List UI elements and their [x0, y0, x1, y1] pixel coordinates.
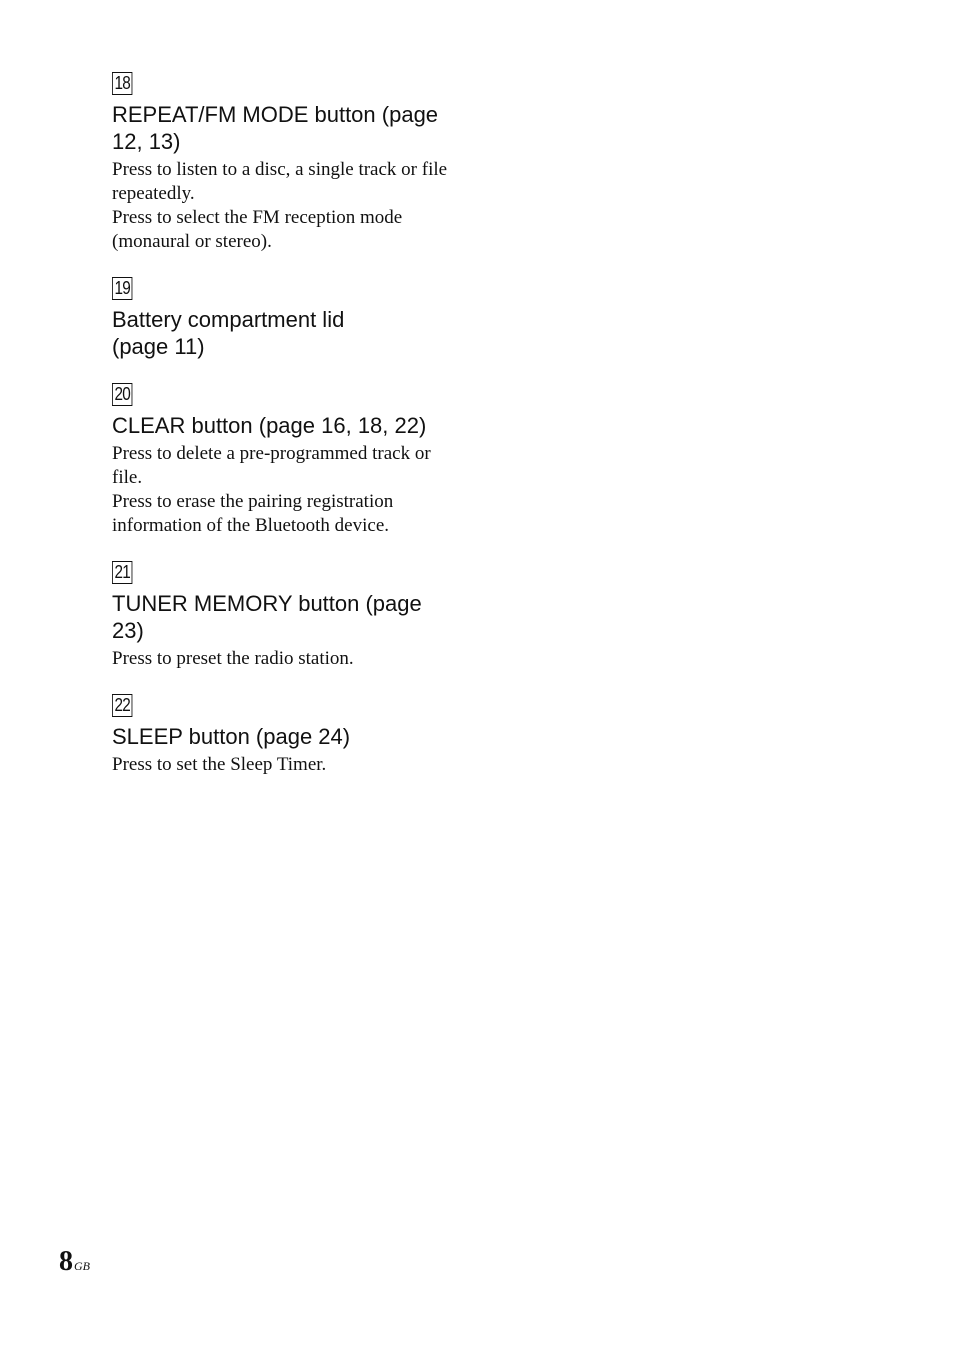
description-line: Press to preset the radio station. [112, 648, 354, 669]
description-line: Press to set the Sleep Timer. [112, 754, 327, 775]
item-number-box: 22 [112, 694, 132, 717]
page-number-suffix: GB [74, 1259, 90, 1273]
item-description [112, 158, 457, 254]
item-description [112, 647, 457, 671]
item-description [112, 753, 457, 777]
item-heading: TUNER MEMORY button (page 23) [112, 591, 422, 643]
item-number-box: 21 [112, 561, 132, 584]
item-heading: Battery compartment lid (page 11) [112, 307, 345, 359]
item-number-box: 20 [112, 383, 132, 406]
item-number-box: 18 [112, 72, 132, 95]
list-item [112, 561, 457, 671]
item-heading: REPEAT/FM MODE button (page 12, 13) [112, 102, 439, 154]
item-heading: SLEEP button (page 24) [112, 724, 351, 749]
list-item [112, 72, 457, 254]
description-line: Press to listen to a disc, a single track or file repeatedly. [112, 159, 448, 204]
item-list [112, 72, 457, 800]
list-item [112, 277, 457, 360]
list-item [112, 383, 457, 538]
item-number-box: 19 [112, 277, 132, 300]
item-heading: CLEAR button (page 16, 18, 22) [112, 413, 427, 438]
page-number-value: 8 [59, 1246, 73, 1277]
description-line: Press to erase the pairing registration information of the Bluetooth device. [112, 491, 394, 536]
page-number [59, 1244, 90, 1280]
item-description [112, 442, 457, 538]
description-line: Press to delete a pre-programmed track or file. [112, 443, 431, 488]
list-item [112, 694, 457, 777]
description-line: Press to select the FM reception mode (monaural or stereo). [112, 207, 403, 252]
